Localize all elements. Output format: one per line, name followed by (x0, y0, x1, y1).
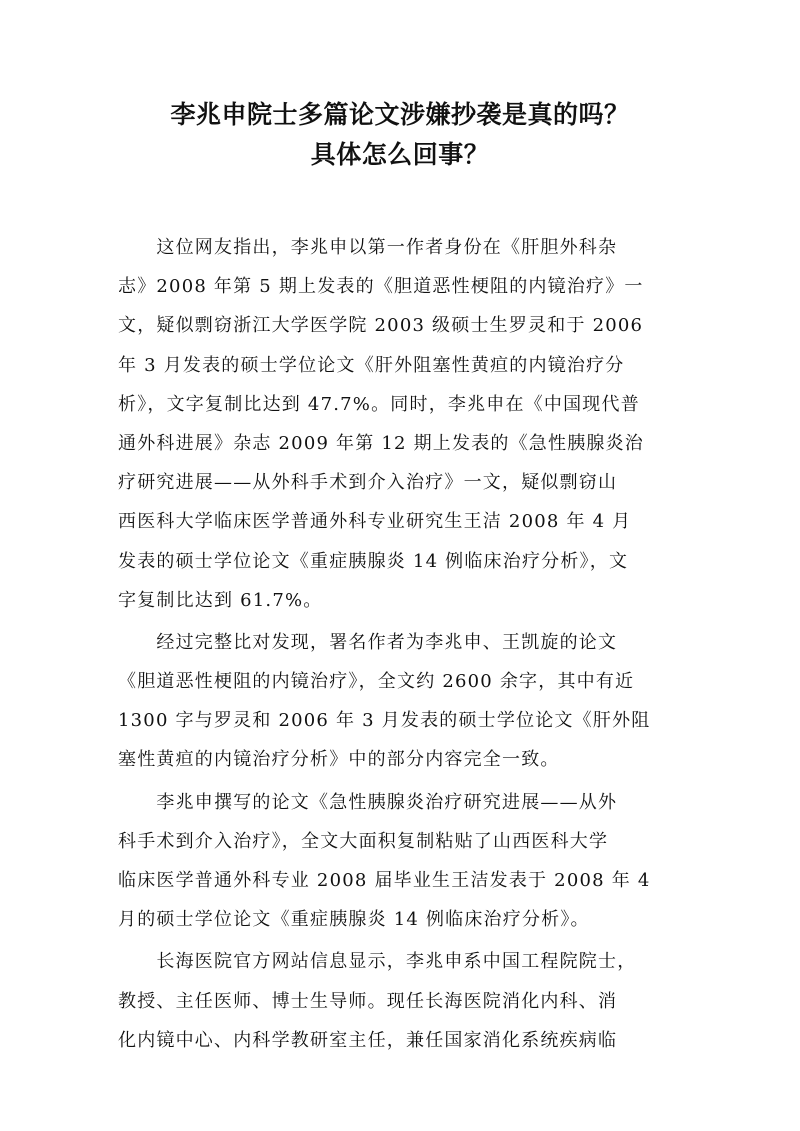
paragraph-line: 西医科大学临床医学普通外科专业研究生王洁 2008 年 4 月 (118, 511, 632, 533)
paragraph-4 (118, 942, 684, 1060)
paragraph-2 (118, 623, 684, 780)
paragraph-line: 1300 字与罗灵和 2006 年 3 月发表的硕士学位论文《肝外阻 (118, 710, 651, 732)
paragraph-line: 发表的硕士学位论文《重症胰腺炎 14 例临床治疗分析》，文 (118, 550, 629, 572)
paragraph-1 (118, 228, 684, 620)
paragraph-line: 化内镜中心、内科学教研室主任，兼任国家消化系统疾病临 (118, 1029, 618, 1051)
paragraph-line: 析》，文字复制比达到 47.7%。同时，李兆申在《中国现代普 (118, 393, 640, 415)
paragraph-line: 字复制比达到 61.7%。 (118, 589, 323, 611)
paragraph-line: 塞性黄疸的内镜治疗分析》中的部分内容完全一致。 (118, 749, 560, 771)
document-body (118, 228, 684, 1063)
paragraph-line: 经过完整比对发现，署名作者为李兆申、王凯旋的论文 (118, 631, 618, 653)
title-line-2: 具体怎么回事？ (310, 140, 490, 169)
paragraph-line: 志》2008 年第 5 期上发表的《胆道恶性梗阻的内镜治疗》一 (118, 276, 644, 298)
paragraph-line: 年 3 月发表的硕士学位论文《肝外阻塞性黄疸的内镜治疗分 (118, 354, 625, 376)
paragraph-line: 这位网友指出，李兆申以第一作者身份在《肝胆外科杂 (118, 237, 618, 258)
paragraph-line: 文，疑似剽窃浙江大学医学院 2003 级硕士生罗灵和于 2006 (118, 315, 644, 337)
paragraph-line: 李兆申撰写的论文《急性胰腺炎治疗研究进展——从外 (118, 791, 618, 813)
paragraph-3 (118, 783, 684, 940)
paragraph-line: 科手术到介入治疗》，全文大面积复制粘贴了山西医科大学 (118, 830, 609, 852)
paragraph-line: 临床医学普通外科专业 2008 届毕业生王洁发表于 2008 年 4 (118, 870, 651, 891)
paragraph-line: 月的硕士学位论文《重症胰腺炎 14 例临床治疗分析》。 (118, 909, 590, 931)
paragraph-line: 疗研究进展——从外科手术到介入治疗》一文，疑似剽窃山 (118, 472, 618, 494)
paragraph-line: 《胆道恶性梗阻的内镜治疗》，全文约 2600 余字，其中有近 (118, 671, 635, 693)
title-line-1: 李兆申院士多篇论文涉嫌抄袭是真的吗？ (170, 100, 630, 129)
document-title (100, 95, 700, 175)
paragraph-line: 教授、主任医师、博士生导师。现任长海医院消化内科、消 (118, 990, 618, 1012)
paragraph-line: 通外科进展》杂志 2009 年第 12 期上发表的《急性胰腺炎治 (118, 432, 644, 454)
paragraph-line: 长海医院官方网站信息显示，李兆申系中国工程院院士， (118, 951, 637, 973)
